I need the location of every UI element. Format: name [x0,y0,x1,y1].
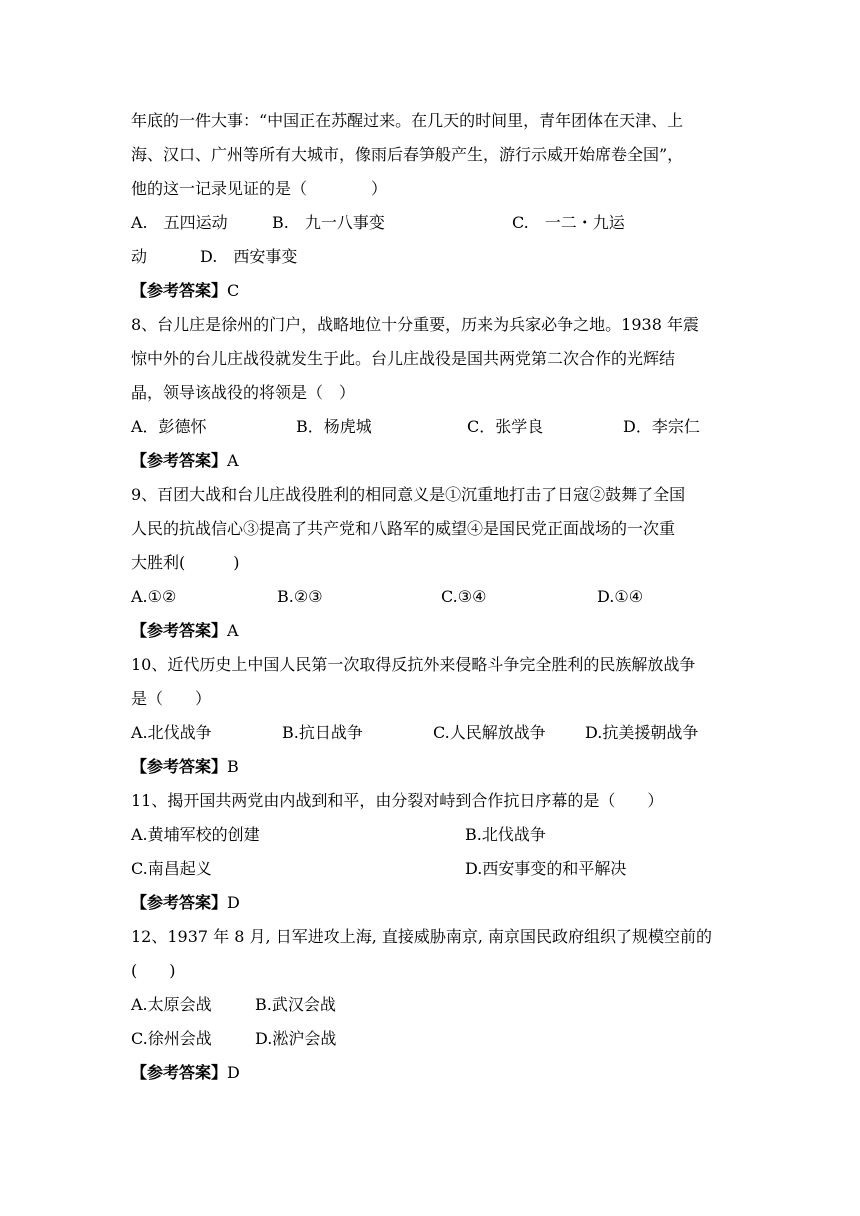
q8-option-a: A．彭德怀 [131,417,207,436]
q7-option-b: B. 九一八事变 [272,213,385,232]
q9-stem-line-2: 人民的抗战信心③提高了共产党和八路军的威望④是国民党正面战场的一次重 [131,519,676,538]
q10-stem-line-2: 是（ ） [131,689,212,708]
q9-option-a: A.①② [131,587,177,606]
q11-option-a: A.黄埔军校的创建 [131,825,260,844]
answer-label: 【参考答案】 [131,281,228,300]
q9-answer [131,620,239,642]
q9-stem-line-3: 大胜利( ) [131,553,240,572]
q10-option-d: D.抗美援朝战争 [585,723,699,742]
q12-option-d: D.淞沪会战 [255,1029,337,1048]
q9-option-c: C.③④ [441,587,487,606]
q8-answer [131,450,239,472]
q7-stem-line-1: 年底的一件大事：“中国正在苏醒过来。在几天的时间里，青年团体在天津、上 [131,111,684,130]
answer-value: A [227,621,239,640]
answer-value: A [227,451,239,470]
answer-label: 【参考答案】 [131,1063,228,1082]
q9-option-b: B.②③ [277,587,323,606]
q11-answer [131,892,240,914]
q7-option-c-wrap: 动 [131,247,148,266]
answer-value: D [227,893,240,912]
q8-stem-line-3: 晶，领导该战役的将领是（ ） [131,383,356,402]
q11-option-d: D.西安事变的和平解决 [465,859,627,878]
q7-stem-line-2: 海、汉口、广州等所有大城市，像雨后春笋般产生，游行示威开始席卷全国”， [131,145,684,164]
q8-option-b: B．杨虎城 [296,417,372,436]
q7-option-c: C. 一二・九运 [512,213,625,232]
q7-answer [131,280,239,302]
q8-option-d: D．李宗仁 [623,417,700,436]
answer-label: 【参考答案】 [131,893,228,912]
answer-label: 【参考答案】 [131,757,228,776]
q10-answer [131,756,239,778]
q11-option-b: B.北伐战争 [465,825,546,844]
q11-stem-line-1: 11、揭开国共两党由内战到和平，由分裂对峙到合作抗日序幕的是（ ） [131,791,664,810]
q11-option-c: C.南昌起义 [131,859,212,878]
answer-label: 【参考答案】 [131,451,228,470]
q8-option-c: C．张学良 [467,417,544,436]
answer-label: 【参考答案】 [131,621,228,640]
q9-option-d: D.①④ [597,587,644,606]
q10-option-b: B.抗日战争 [282,723,363,742]
q12-option-a: A.太原会战 [131,995,212,1014]
q7-stem-line-3: 他的这一记录见证的是（ ） [131,179,388,198]
q10-stem-line-1: 10、近代历史上中国人民第一次取得反抗外来侵略斗争完全胜利的民族解放战争 [131,655,696,674]
answer-value: D [227,1063,240,1082]
q10-option-c: C.人民解放战争 [433,723,546,742]
q12-stem-line-2: ( ) [131,961,176,980]
q8-stem-line-2: 惊中外的台儿庄战役就发生于此。台儿庄战役是国共两党第二次合作的光辉结 [131,349,676,368]
q12-answer [131,1062,240,1084]
q12-option-c: C.徐州会战 [131,1029,212,1048]
q7-option-a: A. 五四运动 [131,213,228,232]
answer-value: B [227,757,239,776]
q9-stem-line-1: 9、百团大战和台儿庄战役胜利的相同意义是①沉重地打击了日寇②鼓舞了全国 [131,485,686,504]
answer-value: C [227,281,240,300]
q10-option-a: A.北伐战争 [131,723,212,742]
q12-option-b: B.武汉会战 [255,995,336,1014]
q8-stem-line-1: 8、台儿庄是徐州的门户，战略地位十分重要，历来为兵家必争之地。1938 年震 [131,315,699,334]
q12-stem-line-1: 12、1937 年 8 月, 日军进攻上海, 直接威胁南京, 南京国民政府组织了规模空前的 [131,927,713,946]
q7-option-d: D. 西安事变 [200,247,298,266]
